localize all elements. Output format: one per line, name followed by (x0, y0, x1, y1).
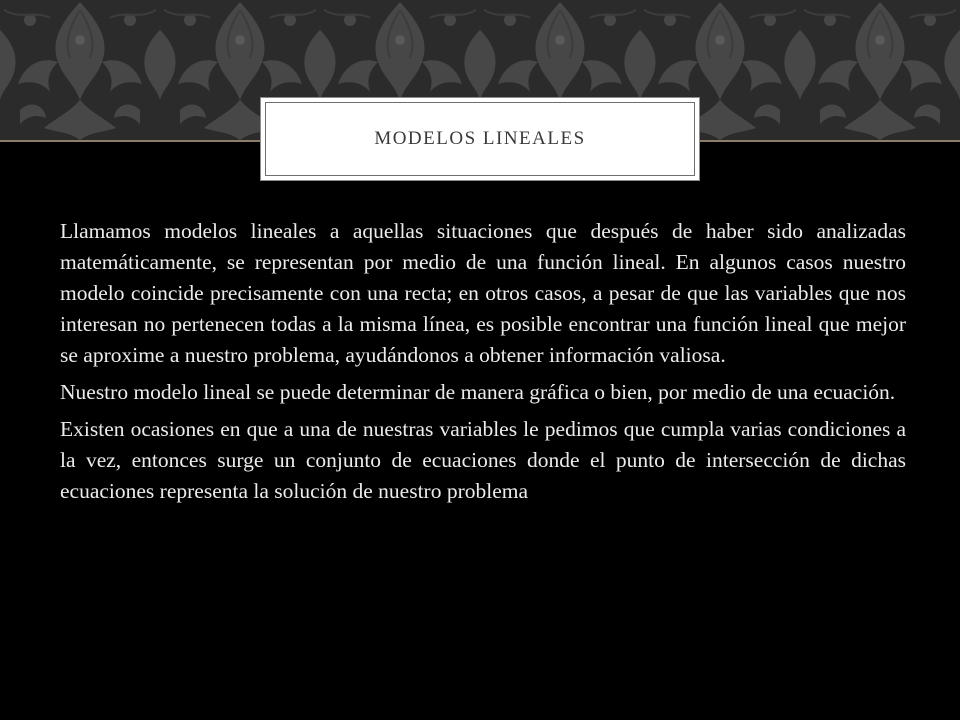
body-paragraph-2: Nuestro modelo lineal se puede determinar de manera gráfica o bien, por medio de una ecuación. (60, 380, 896, 404)
body-paragraph-1: Llamamos modelos lineales a aquellas situaciones que después de haber sido analizadas matemáticamente, se representan por medio de una función lineal. En algunos casos nuestro modelo coincide precisamente con una recta; en otros casos, a pesar de que las variables que nos interesan no pertenecen todas a la misma línea, es posible encontrar una función lineal que mejor se aproxime a nuestro problema, ayudándonos a obtener información valiosa. (60, 219, 906, 367)
title-box (260, 97, 700, 181)
slide-title: MODELOS LINEALES (374, 128, 586, 149)
body-paragraph-3: Existen ocasiones en que a una de nuestras variables le pedimos que cumpla varias condiciones a la vez, entonces surge un conjunto de ecuaciones donde el punto de intersección de dichas ecuaciones representa la solución de nuestro problema (60, 417, 906, 503)
slide-body (60, 216, 906, 513)
title-frame (265, 102, 695, 176)
